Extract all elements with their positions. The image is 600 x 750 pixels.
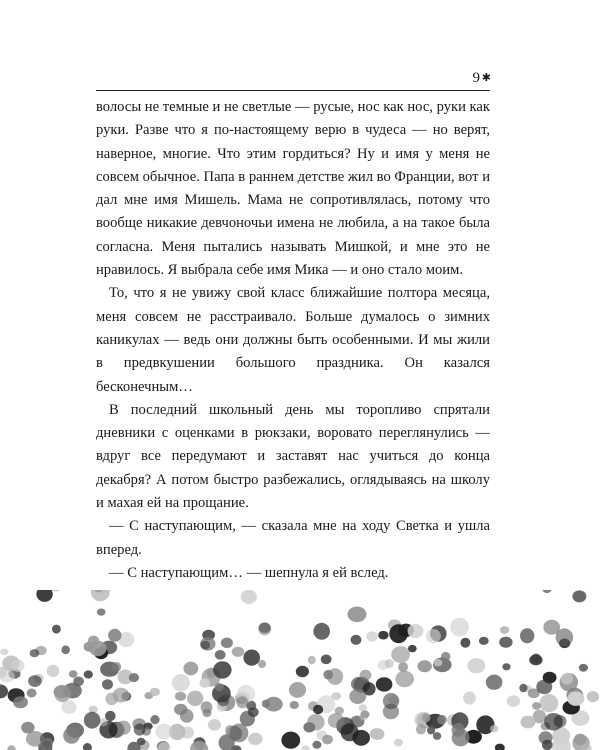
page-number: 9 (472, 70, 480, 86)
sequin-dot (441, 652, 451, 661)
sequin-dot (348, 607, 367, 623)
sequin-dot (499, 637, 512, 648)
sequin-dot (174, 704, 187, 715)
sequin-dot (89, 641, 107, 657)
sequin-dot (296, 666, 309, 677)
sequin-dot (520, 628, 534, 643)
sequin-dot (366, 631, 377, 641)
sequin-dot (201, 701, 213, 713)
sequin-dot (507, 695, 521, 707)
sequin-dot (490, 725, 498, 732)
sequin-dot (313, 623, 330, 640)
sequin-dot (495, 744, 505, 750)
sequin-dot (313, 705, 323, 714)
sequin-dot (262, 700, 270, 708)
sequin-dot (460, 638, 470, 648)
dialogue-line-2: — С наступающим… — шепнула я ей вслед. (109, 564, 389, 581)
sequin-dot (232, 647, 245, 657)
sequin-dot (113, 688, 130, 703)
sequin-dot (97, 609, 106, 616)
sequin-dot (327, 668, 343, 685)
sequin-dot (248, 733, 263, 745)
sequin-dot (561, 673, 573, 685)
sequin-dot (426, 629, 441, 643)
paragraph-3: В последний школьный день мы торопливо спрятали дневники с оценками в рюкзаки, воровато переглянулись — вдруг все передумают и заставят нас учиться до конца декабря? А потом быстро разбежались, оглядываясь на школу и махая ей на прощание. (96, 401, 490, 512)
sequin-dot (433, 732, 441, 740)
sequin-dot (321, 655, 332, 665)
body-text (96, 96, 490, 585)
sequin-dot (437, 715, 446, 725)
sequin-dot (519, 684, 527, 692)
sequin-dot (307, 714, 325, 731)
sequin-dot (427, 726, 435, 734)
sequin-dot (83, 743, 92, 750)
sequin-dot (486, 675, 503, 690)
sequin-dot (183, 662, 198, 676)
sequin-dot (243, 650, 260, 666)
sequin-dot (52, 625, 61, 634)
sequin-dot (529, 655, 542, 666)
asterisk-ornament-icon: ✱ (481, 72, 491, 84)
sequin-dot (389, 624, 408, 643)
sequin-dot (290, 701, 299, 709)
paragraph-2: То, что я не увижу свой класс ближайшие полтора месяца, меня совсем не расстраивало. Больше думалось о зимних каникулах — ведь они должны быть особенными. И мы жили в предвкушении большого праздника. Он казался бесконечным… (96, 285, 490, 395)
sequin-dot (376, 677, 393, 691)
sequin-dot (479, 637, 489, 645)
sequin-dot (201, 641, 211, 650)
sequin-dot (308, 656, 316, 664)
sequin-dot (395, 671, 414, 688)
sequin-dot (540, 694, 559, 712)
sequin-dot (47, 665, 60, 677)
sequin-dot (218, 696, 229, 706)
sequin-dot (172, 674, 190, 691)
sequin-dot (383, 693, 399, 709)
sequin-dot (129, 673, 139, 682)
sequin-dot (236, 696, 248, 708)
running-header (96, 68, 490, 91)
sequin-dot (150, 715, 159, 724)
sequin-dot (378, 631, 388, 640)
sequin-dot (398, 662, 408, 672)
sequin-dot (30, 649, 40, 657)
sequin-dot (322, 735, 333, 745)
sequin-dot (532, 702, 541, 710)
sequin-dot (352, 730, 370, 746)
sequin-dot (26, 731, 45, 747)
sequin-dot (112, 662, 122, 672)
sequin-dot (134, 724, 146, 736)
sequin-dot (500, 626, 509, 634)
sequin-dot (100, 718, 108, 726)
confetti-decoration (0, 590, 600, 750)
sequin-dot (175, 692, 186, 701)
sequin-dot (289, 682, 306, 698)
sequin-dot (542, 590, 552, 593)
sequin-dot (36, 590, 52, 602)
sequin-dot (208, 719, 221, 730)
sequin-dot (408, 624, 424, 638)
sequin-dot (91, 590, 110, 601)
sequin-dot (416, 724, 426, 735)
sequin-dot (360, 670, 372, 681)
sequin-dot (351, 635, 362, 645)
sequin-dot (452, 729, 470, 746)
sequin-dot (433, 659, 442, 666)
sequin-dot (7, 745, 15, 750)
sequin-dot (385, 659, 394, 668)
sequin-dot (544, 713, 563, 731)
paragraph-1: волосы не темные и не светлые — русые, нос как нос, руки как руки. Разве что я по-настоящему верю в чудеса — но верят, наверное, многие. Что этим гордиться? Ну и имя у меня не совсем обычное. Папа в раннем детстве жил во Франции, вот и дал мне имя Мишель. Мама не сопротивлялась, потому что вообще никакие девчоночьи имена не любила, а на такое была согласна. Меня пытались называть Мишкой, и мне это не нравилось. Я выбрала себе имя Мика — и оно стало моим. (96, 99, 490, 279)
sequin-dot (155, 724, 172, 740)
sequin-dot (28, 675, 42, 687)
sequin-dot (230, 724, 249, 743)
sequin-dot (579, 664, 588, 672)
sequin-dot (349, 689, 366, 704)
sequin-dot (502, 663, 510, 670)
sequin-dot (450, 618, 469, 637)
sequin-dot (394, 739, 403, 747)
sequin-dot (199, 678, 210, 687)
sequin-dot (574, 734, 587, 746)
sequin-dot (213, 661, 231, 678)
sequin-dot (84, 712, 101, 729)
sequin-dot (84, 670, 93, 678)
sequin-dot (13, 696, 28, 708)
sequin-dot (259, 623, 271, 633)
sequin-dot (116, 721, 131, 735)
sequin-dot (370, 728, 385, 740)
sequin-dot (62, 700, 77, 714)
sequin-dot (302, 745, 310, 750)
sequin-dot (467, 658, 485, 673)
sequin-dot (422, 713, 431, 722)
sequin-dot (556, 628, 574, 646)
dialogue-line-1: — С наступающим, — сказала мне на ходу Светка и ушла вперед. (96, 518, 490, 558)
sequin-dot (190, 741, 208, 750)
sequin-dot (215, 683, 224, 691)
sequin-dot (536, 680, 552, 694)
sequin-dot (248, 707, 259, 717)
sequin-dot (463, 691, 476, 704)
sequin-dot (0, 649, 8, 656)
sequin-dot (221, 638, 233, 648)
sequin-dot (150, 688, 160, 696)
sequin-dot (192, 695, 201, 703)
sequin-dot (108, 629, 121, 642)
sequin-dot (241, 590, 257, 604)
sequin-dot (0, 684, 8, 698)
sequin-dot (418, 660, 432, 672)
sequin-dot (63, 727, 80, 744)
sequin-dot (11, 659, 24, 672)
sequin-dot (69, 670, 78, 677)
sequin-dot (215, 650, 226, 660)
sequin-dot (281, 732, 300, 749)
sequin-dot (328, 713, 344, 728)
sequin-dot (73, 677, 84, 687)
sequin-dot (61, 645, 70, 654)
sequin-dot (587, 691, 599, 702)
sequin-dot (312, 741, 321, 749)
sequin-dot (542, 740, 553, 750)
sequin-dot (102, 679, 113, 689)
sequin-dot (391, 646, 410, 663)
sequin-dot (572, 590, 586, 602)
sequin-dot (521, 716, 536, 729)
sequin-dot (27, 689, 37, 698)
sequin-dot (360, 711, 369, 719)
sequin-dot (567, 692, 584, 706)
sequin-dot (258, 660, 266, 668)
sequin-dot (54, 685, 71, 702)
